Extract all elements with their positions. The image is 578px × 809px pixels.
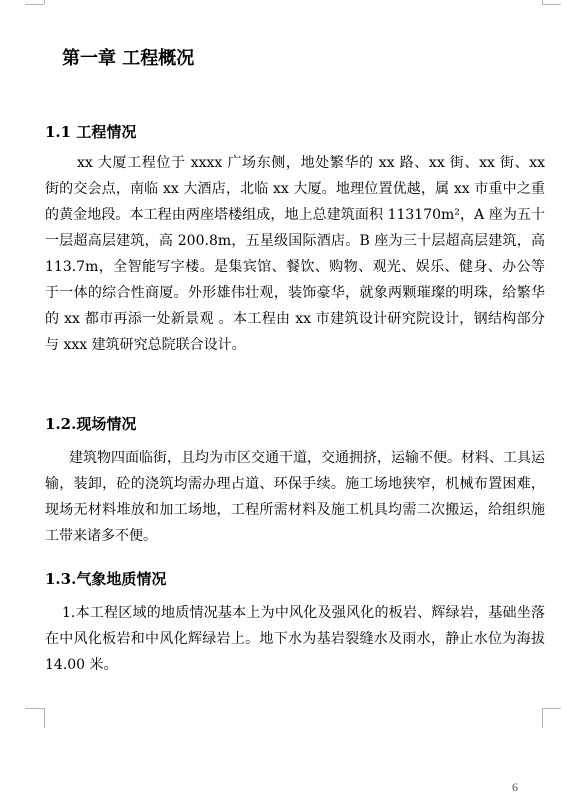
crop-mark-top-left [25, 4, 44, 5]
crop-mark-bottom-right [542, 708, 561, 709]
crop-mark-bottom-right-vertical [542, 708, 543, 728]
crop-mark-top-right-vertical [542, 0, 543, 4]
section-heading-geology: 1.3.气象地质情况 [45, 570, 167, 588]
section-body-project: xx 大厦工程位于 xxxx 广场东侧，地处繁华的 xx 路、xx 街、xx 街、xx 街的交会点，南临 xx 大酒店，北临 xx 大厦。地理位置优越，属 xx 市重中之重的黄金地段。本工程由两座塔楼组成，地上总建筑面积 113170m²，A 座为五十一层超高层建筑，高 200.8m，五星级国际酒店。B 座为三十层超高层建筑，高 113.7m，全智能写字楼。是集宾馆、餐饮、购物、观光、娱乐、健身、办公等于一体的综合性商厦。外形雄伟壮观，装饰豪华，就象两颗璀璨的明珠，给繁华的 xx 都市再添一处新景观 。本工程由 xx 市建筑设计研究院设计，钢结构部分与 xxx 建筑研究总院联合设计。 [45, 155, 545, 353]
crop-mark-top-right [542, 4, 561, 5]
section-heading-project: 1.1 工程情况 [45, 123, 137, 141]
section-body-geology: 1.本工程区域的地质情况基本上为中风化及强风化的板岩、辉绿岩，基础坐落在中风化板岩和中风化辉绿岩上。地下水为基岩裂缝水及雨水，静止水位为海拔 14.00 米。 [45, 605, 545, 673]
crop-mark-bottom-left [25, 708, 44, 709]
section-heading-site: 1.2.现场情况 [45, 415, 137, 433]
page-number: 6 [512, 780, 518, 794]
chapter-title: 第一章 工程概况 [62, 48, 195, 69]
crop-mark-bottom-left-vertical [44, 708, 45, 728]
crop-mark-top-left-vertical [44, 0, 45, 4]
section-body-site: 建筑物四面临街，且均为市区交通干道，交通拥挤，运输不便。材料、工具运输，装卸，砼的浇筑均需办理占道、环保手续。施工场地狭窄，机械布置困难，现场无材料堆放和加工场地，工程所需材料及施工机具均需二次搬运，给组织施工带来诸多不便。 [45, 450, 545, 544]
